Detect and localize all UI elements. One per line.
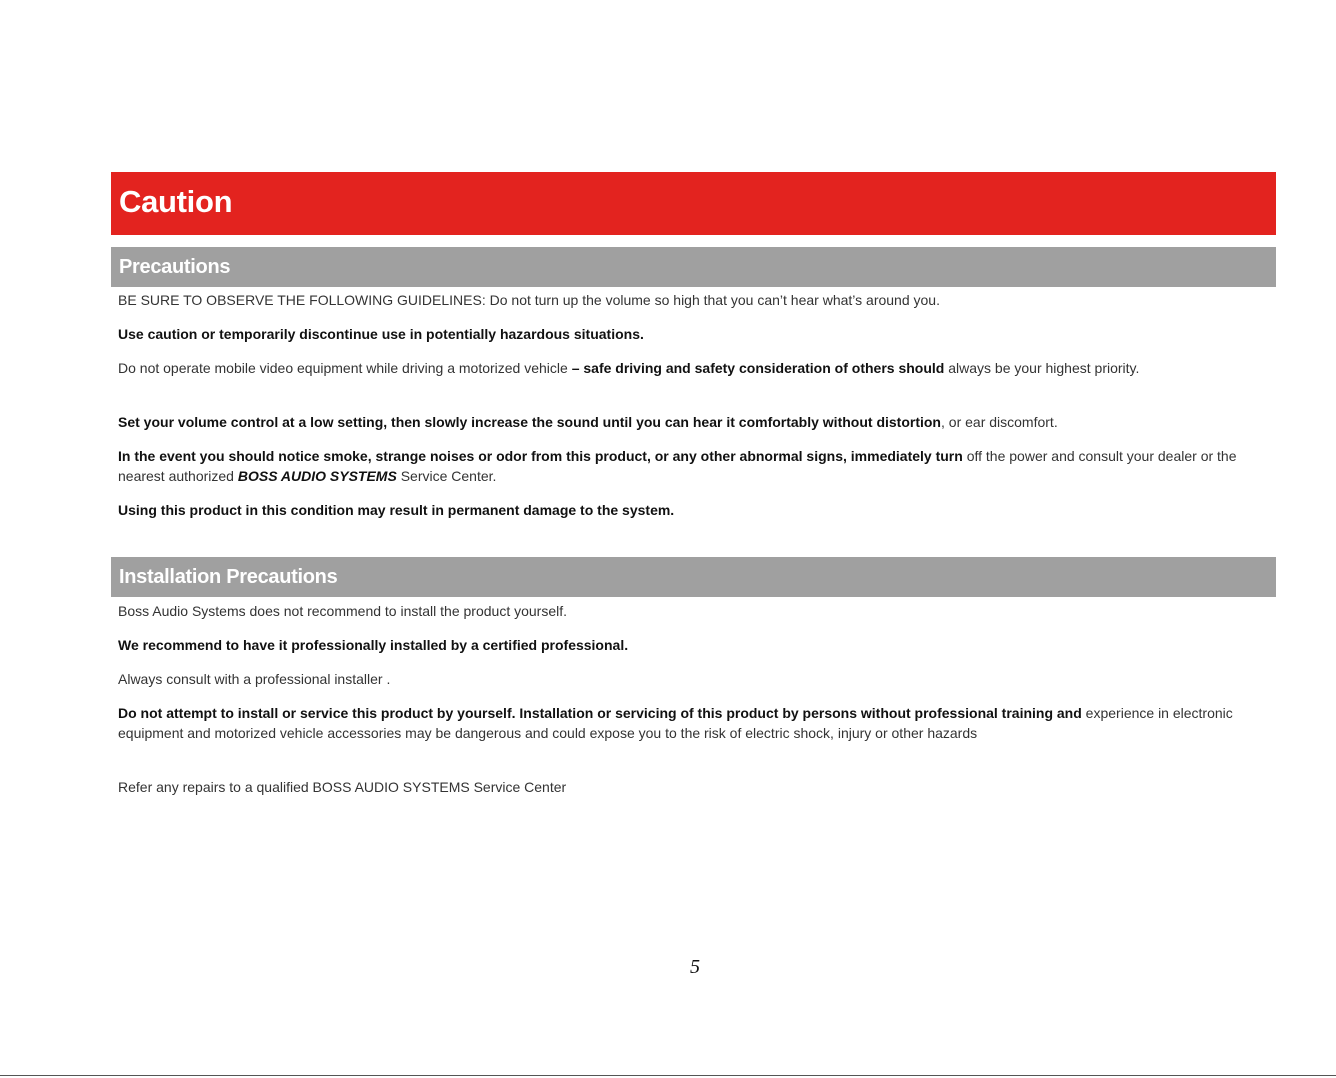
precautions-text-4a: Set your volume control at a low setting, then slowly increase the sound until you can hear it comfortably without distortion xyxy=(118,414,941,430)
page-number: 5 xyxy=(690,956,700,978)
precautions-text-2: Use caution or temporarily discontinue use in potentially hazardous situations. xyxy=(118,326,644,342)
precautions-text-5d: Service Center. xyxy=(396,468,497,484)
precautions-paragraph-2 xyxy=(118,324,1268,344)
installation-text-5: Refer any repairs to a qualified BOSS AUDIO SYSTEMS Service Center xyxy=(118,779,567,795)
precautions-paragraph-3 xyxy=(118,358,1268,378)
precautions-text-5a: In the event you should notice smoke, strange noises or odor from this product, or any other abnormal signs, immediately turn xyxy=(118,448,963,464)
installation-text-4c: experience in electronic equipment and motorized vehicle accessories may be dangerous and could expose you to the risk of electric shock, injury or other hazards xyxy=(118,705,1233,741)
precautions-heading: Precautions xyxy=(119,256,231,278)
brand-name: BOSS AUDIO SYSTEMS xyxy=(237,468,397,484)
installation-text-4b: . Installation or servicing of this product by persons without professional training and xyxy=(511,705,1082,721)
installation-paragraph-2 xyxy=(118,635,1268,655)
precautions-text-3b: – safe driving and safety consideration of others should xyxy=(571,360,945,376)
caution-banner xyxy=(111,172,1276,235)
precautions-text-1: BE SURE TO OBSERVE THE FOLLOWING GUIDELINES: Do not turn up the volume so high that you can’t hear what’s around you. xyxy=(118,292,940,308)
precautions-paragraph-4 xyxy=(118,412,1268,432)
installation-heading: Installation Precautions xyxy=(119,566,338,588)
installation-paragraph-5 xyxy=(118,777,1268,797)
installation-text-1: Boss Audio Systems does not recommend to install the product yourself. xyxy=(118,603,568,619)
installation-section-bar xyxy=(111,557,1276,597)
installation-text-2: We recommend to have it professionally installed by a certified professional. xyxy=(118,637,629,653)
installation-text-3: Always consult with a professional installer . xyxy=(118,671,391,687)
installation-paragraph-4 xyxy=(118,703,1268,743)
installation-paragraph-1 xyxy=(118,601,1268,621)
precautions-text-5b: off the power and consult your dealer or the nearest authorized xyxy=(118,448,1237,484)
installation-paragraph-3 xyxy=(118,669,1268,689)
precautions-paragraph-6 xyxy=(118,500,1268,520)
precautions-text-3a: Do not operate mobile video equipment while driving a motorized vehicle xyxy=(118,360,572,376)
bottom-divider xyxy=(0,1075,1336,1076)
precautions-section-bar xyxy=(111,247,1276,287)
precautions-text-3c: always be your highest priority. xyxy=(944,360,1140,376)
installation-text-4a: Do not attempt to install or service this product by yourself xyxy=(118,705,512,721)
precautions-text-6: Using this product in this condition may result in permanent damage to the system. xyxy=(118,502,675,518)
page-title: Caution xyxy=(119,184,233,219)
precautions-text-4b: , or ear discomfort. xyxy=(941,414,1058,430)
precautions-paragraph-5 xyxy=(118,446,1268,486)
precautions-paragraph-1 xyxy=(118,290,1268,310)
